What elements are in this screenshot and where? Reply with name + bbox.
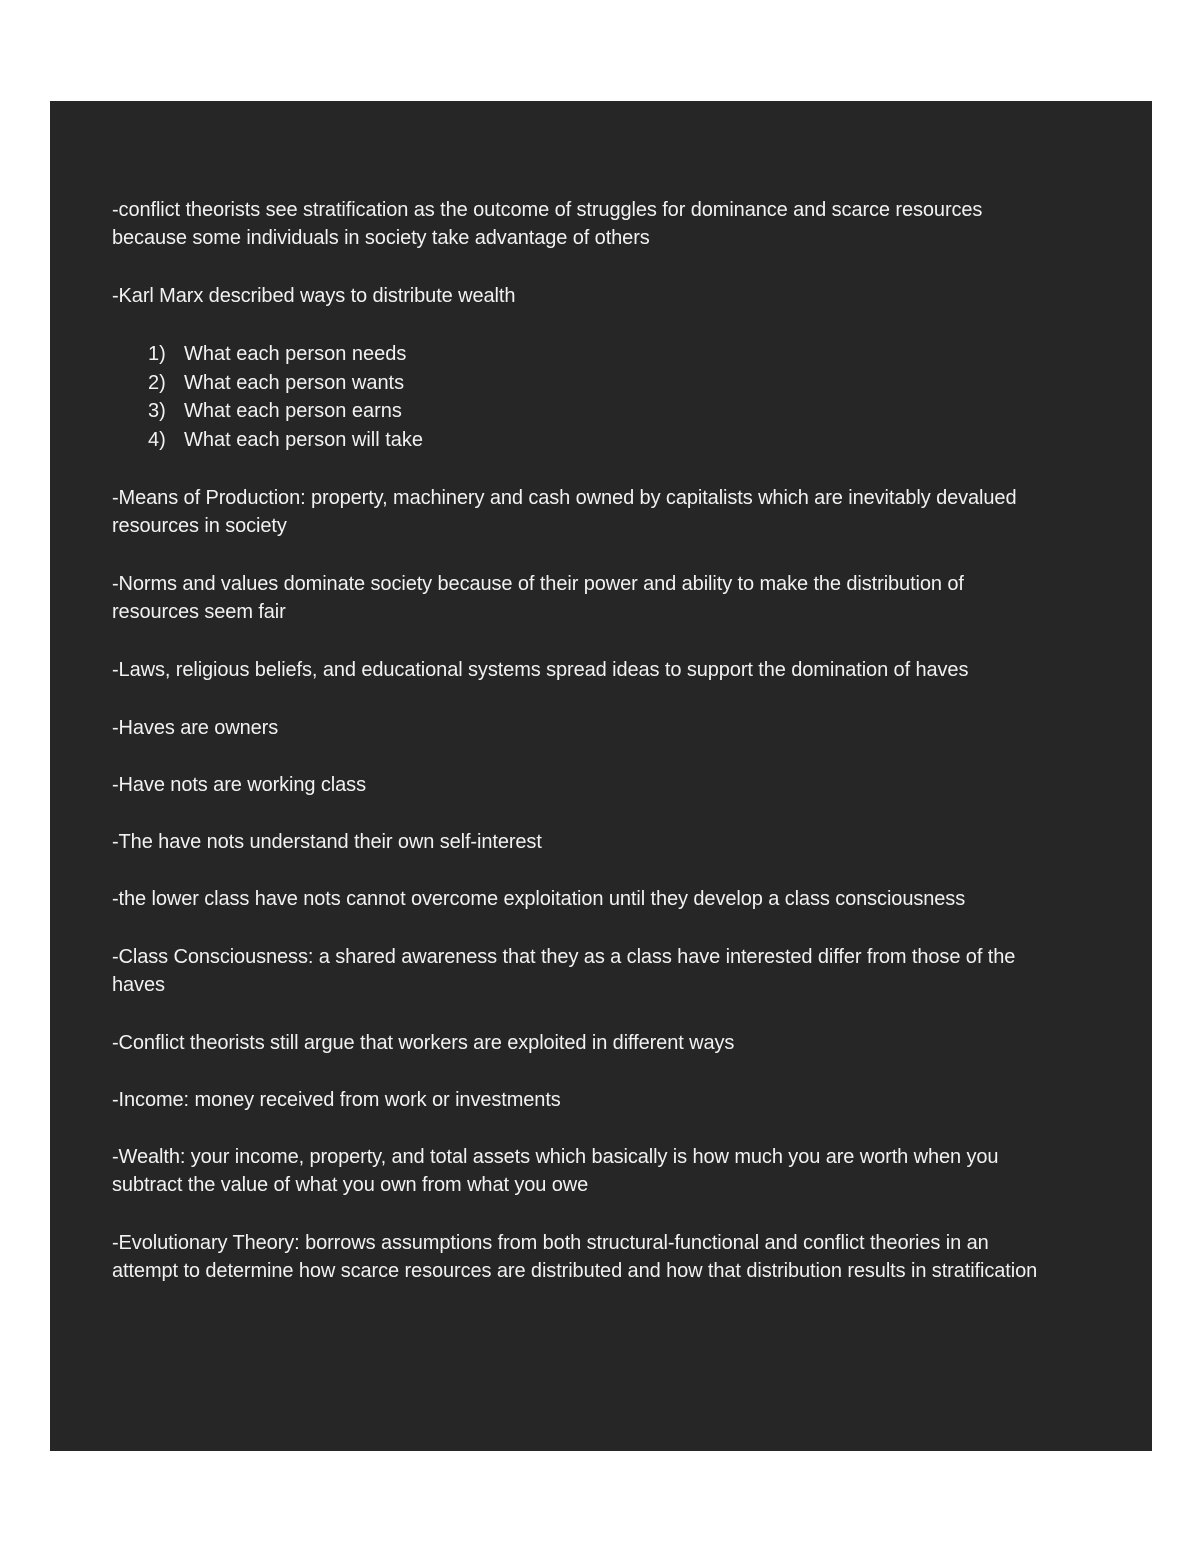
note-exploitation: -Conflict theorists still argue that workers are exploited in different ways [112, 1032, 735, 1054]
note-have-nots: -Have nots are working class [112, 774, 366, 796]
note-conflict-theorists: -conflict theorists see stratification as the outcome of struggles for dominance and scarce resources because some individuals in society take advantage of others [112, 199, 983, 249]
note-laws-religion-education: -Laws, religious beliefs, and educational systems spread ideas to support the domination of haves [112, 659, 969, 681]
list-item-text: What each person needs [184, 343, 407, 365]
note-lower-class: -the lower class have nots cannot overcome exploitation until they develop a class consciousness [112, 888, 966, 910]
note-karl-marx: -Karl Marx described ways to distribute wealth [112, 285, 516, 307]
note-norms-and-values: -Norms and values dominate society because of their power and ability to make the distribution of resources seem fair [112, 573, 964, 623]
note-self-interest: -The have nots understand their own self-interest [112, 831, 542, 853]
note-evolutionary-theory: -Evolutionary Theory: borrows assumptions from both structural-functional and conflict theories in an attempt to determine how scarce resources are distributed and how that distribution results in stratification [112, 1232, 1038, 1282]
note-haves: -Haves are owners [112, 717, 279, 739]
list-item-text: What each person will take [184, 428, 424, 451]
list-item [148, 397, 1052, 426]
note-income: -Income: money received from work or investments [112, 1089, 561, 1111]
list-item-number: 4) [148, 428, 166, 451]
list-item-number: 1) [148, 343, 166, 365]
notes-page [50, 101, 1152, 1451]
note-means-of-production: -Means of Production: property, machinery and cash owned by capitalists which are inevitably devalued resources in society [112, 487, 1017, 537]
list-item-number: 3) [148, 400, 166, 422]
list-item [148, 426, 1052, 455]
list-item [148, 340, 1052, 369]
list-item-text: What each person wants [184, 371, 405, 394]
note-wealth: -Wealth: your income, property, and total assets which basically is how much you are worth when you subtract the value of what you own from what you owe [112, 1146, 999, 1196]
list-item [148, 369, 1052, 398]
list-item-number: 2) [148, 371, 166, 394]
note-class-consciousness: -Class Consciousness: a shared awareness that they as a class have interested differ from those of the haves [112, 946, 1016, 996]
list-item-text: What each person earns [184, 400, 402, 422]
wealth-distribution-list [148, 340, 1052, 454]
